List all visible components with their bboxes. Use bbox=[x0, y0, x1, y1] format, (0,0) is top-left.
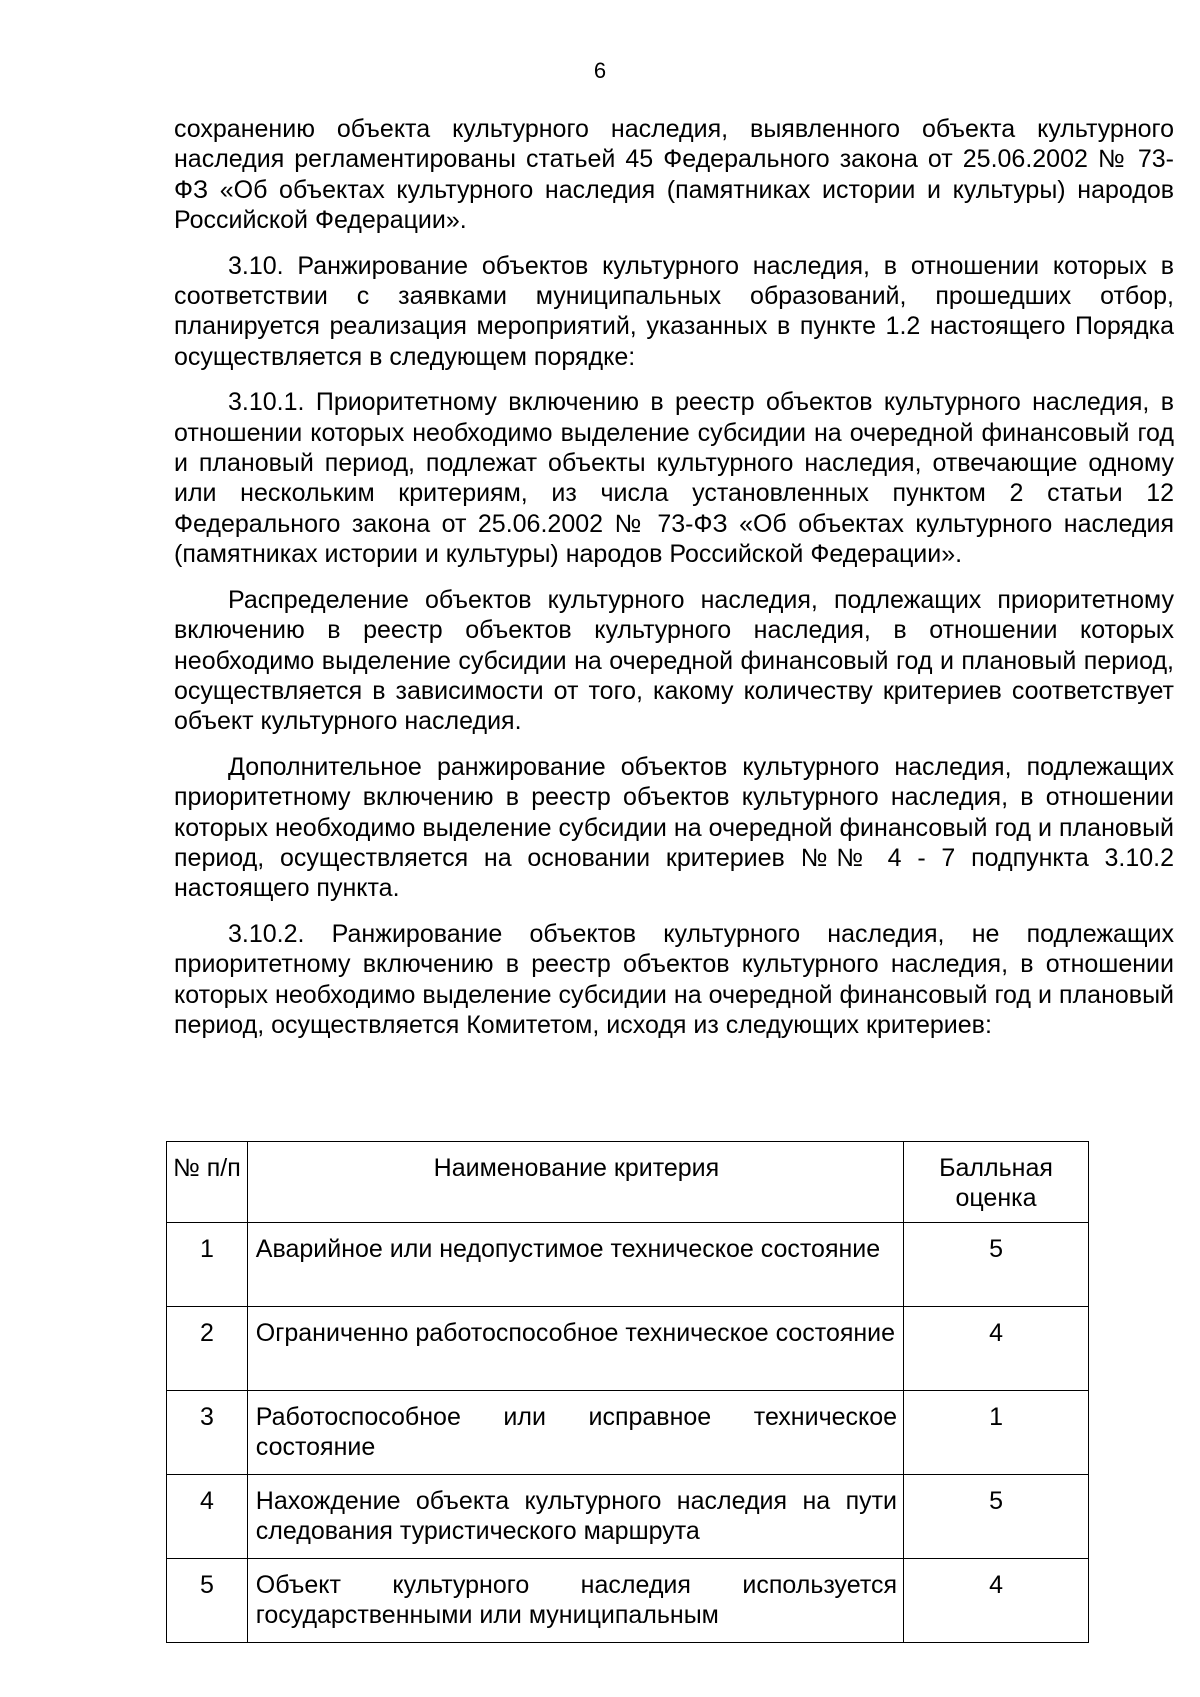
criteria-table bbox=[166, 1141, 1089, 1643]
header-name: Наименование критерия bbox=[247, 1142, 903, 1223]
row-num: 5 bbox=[167, 1558, 248, 1642]
table-header-row bbox=[167, 1142, 1089, 1223]
paragraph-distribution: Распределение объектов культурного наследия, подлежащих приоритетному включению в реестр объектов культурного наследия, в отношении которых необходимо выделение субсидии на очередной финансовый год и плановый период, осуществляется в зависимости от того, какому количеству критериев соответствует объект культурного наследия. bbox=[174, 585, 1174, 736]
row-score: 5 bbox=[904, 1222, 1089, 1306]
table-row bbox=[167, 1558, 1089, 1642]
row-num: 2 bbox=[167, 1306, 248, 1390]
row-num: 3 bbox=[167, 1390, 248, 1474]
row-num: 4 bbox=[167, 1474, 248, 1558]
row-score: 1 bbox=[904, 1390, 1089, 1474]
row-name: Аварийное или недопустимое техническое состояние bbox=[247, 1222, 903, 1306]
row-name: Работоспособное или исправное техническое состояние bbox=[247, 1390, 903, 1474]
table-row bbox=[167, 1390, 1089, 1474]
table-row bbox=[167, 1474, 1089, 1558]
row-score: 5 bbox=[904, 1474, 1089, 1558]
document-body bbox=[174, 114, 1174, 1055]
row-score: 4 bbox=[904, 1558, 1089, 1642]
row-name: Объект культурного наследия используется государственными или муниципальным bbox=[247, 1558, 903, 1642]
page-number: 6 bbox=[593, 58, 607, 83]
paragraph-3-10: 3.10. Ранжирование объектов культурного наследия, в отношении которых в соответствии с заявками муниципальных образований, прошедших отбор, планируется реализация мероприятий, указанных в пункте 1.2 настоящего Порядка осуществляется в следующем порядке: bbox=[174, 251, 1174, 371]
paragraph-3-10-2: 3.10.2. Ранжирование объектов культурного наследия, не подлежащих приоритетному включению в реестр объектов культурного наследия, в отношении которых необходимо выделение субсидии на очередной финансовый год и плановый период, осуществляется Комитетом, исходя из следующих критериев: bbox=[174, 919, 1174, 1039]
paragraph-continuation: сохранению объекта культурного наследия, выявленного объекта культурного наследия регламентированы статьей 45 Федерального закона от 25.06.2002 № 73-ФЗ «Об объектах культурного наследия (памятниках истории и культуры) народов Российской Федерации». bbox=[174, 115, 1174, 235]
row-name: Нахождение объекта культурного наследия на пути следования туристического маршрута bbox=[247, 1474, 903, 1558]
row-num: 1 bbox=[167, 1222, 248, 1306]
row-score: 4 bbox=[904, 1306, 1089, 1390]
paragraph-additional-ranking: Дополнительное ранжирование объектов культурного наследия, подлежащих приоритетному включению в реестр объектов культурного наследия, в отношении которых необходимо выделение субсидии на очередной финансовый год и плановый период, осуществляется на основании критериев №№ 4 - 7 подпункта 3.10.2 настоящего пункта. bbox=[174, 752, 1174, 903]
header-score: Балльная оценка bbox=[904, 1142, 1089, 1223]
header-num: № п/п bbox=[167, 1142, 248, 1223]
table-row bbox=[167, 1306, 1089, 1390]
paragraph-3-10-1: 3.10.1. Приоритетному включению в реестр объектов культурного наследия, в отношении которых необходимо выделение субсидии на очередной финансовый год и плановый период, подлежат объекты культурного наследия, отвечающие одному или нескольким критериям, из числа установленных пунктом 2 статьи 12 Федерального закона от 25.06.2002 № 73-ФЗ «Об объектах культурного наследия (памятниках истории и культуры) народов Российской Федерации». bbox=[174, 388, 1174, 569]
table-row bbox=[167, 1222, 1089, 1306]
row-name: Ограниченно работоспособное техническое состояние bbox=[247, 1306, 903, 1390]
